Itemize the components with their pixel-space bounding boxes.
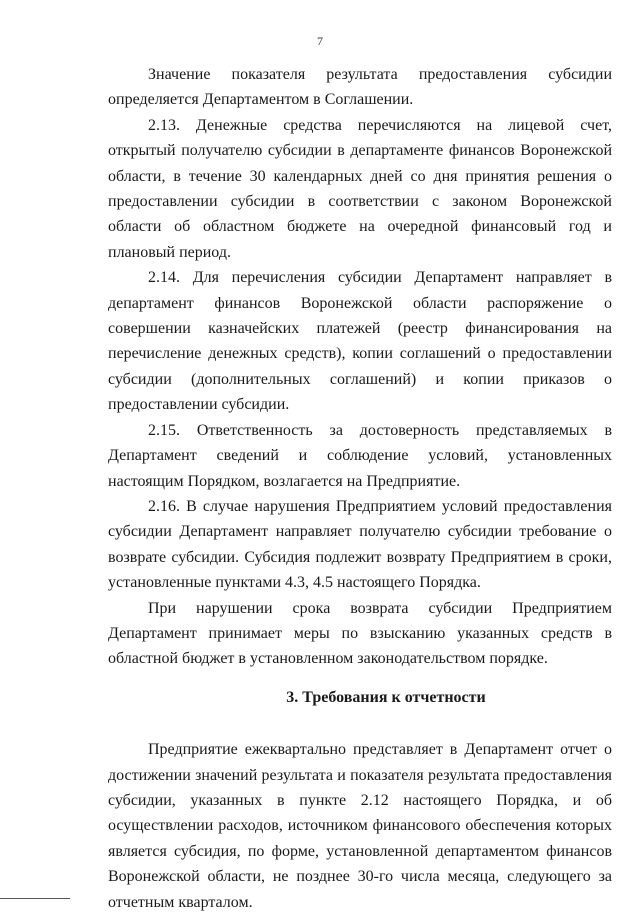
paragraph-indicator-value: Значение показателя результата предоставления субсидии определяется Департаментом в Соглашении.: [108, 66, 612, 109]
paragraph-2-14: 2.14. Для перечисления субсидии Департамент направляет в департамент финансов Воронежской области распоряжение о совершении казначейских платежей (реестр финансирования на перечисление денежных средств), копии соглашений о предоставлении субсидии (дополнительных соглашений) и копии приказов о предоставлении субсидии.: [108, 269, 612, 414]
footer-rule: [0, 898, 70, 899]
document-body: [108, 62, 612, 915]
page-number: 7: [317, 34, 323, 48]
paragraph-reporting: Предприятие ежеквартально представляет в Департамент отчет о достижении значений результата и показателя результата предоставления субсидии, указанных в пункте 2.12 настоящего Порядка, и об осуществлении расходов, источником финансового обеспечения которых является субсидия, по форме, установленной департаментом финансов Воронежской области, не позднее 30-го числа месяца, следующего за отчетным кварталом.: [108, 741, 612, 911]
section-heading: 3. Требования к отчетности: [286, 688, 486, 706]
paragraph-refund-violation: При нарушении срока возврата субсидии Предприятием Департамент принимает меры по взысканию указанных средств в областной бюджет в установленном законодательством порядке.: [108, 599, 612, 668]
paragraph-2-16: 2.16. В случае нарушения Предприятием условий предоставления субсидии Департамент направляет получателю субсидии требование о возврате субсидии. Субсидия подлежит возврату Предприятием в сроки, установленные пунктами 4.3, 4.5 настоящего Порядка.: [108, 497, 612, 592]
paragraph-2-15: 2.15. Ответственность за достоверность представляемых в Департамент сведений и соблюдение условий, установленных настоящим Порядком, возлагается на Предприятие.: [108, 421, 612, 490]
paragraph-2-13: 2.13. Денежные средства перечисляются на лицевой счет, открытый получателю субсидии в департаменте финансов Воронежской области, в течение 30 календарных дней со дня принятия решения о предоставлении субсидии в соответствии с законом Воронежской области об областном бюджете на очередной финансовый год и плановый период.: [108, 116, 612, 261]
